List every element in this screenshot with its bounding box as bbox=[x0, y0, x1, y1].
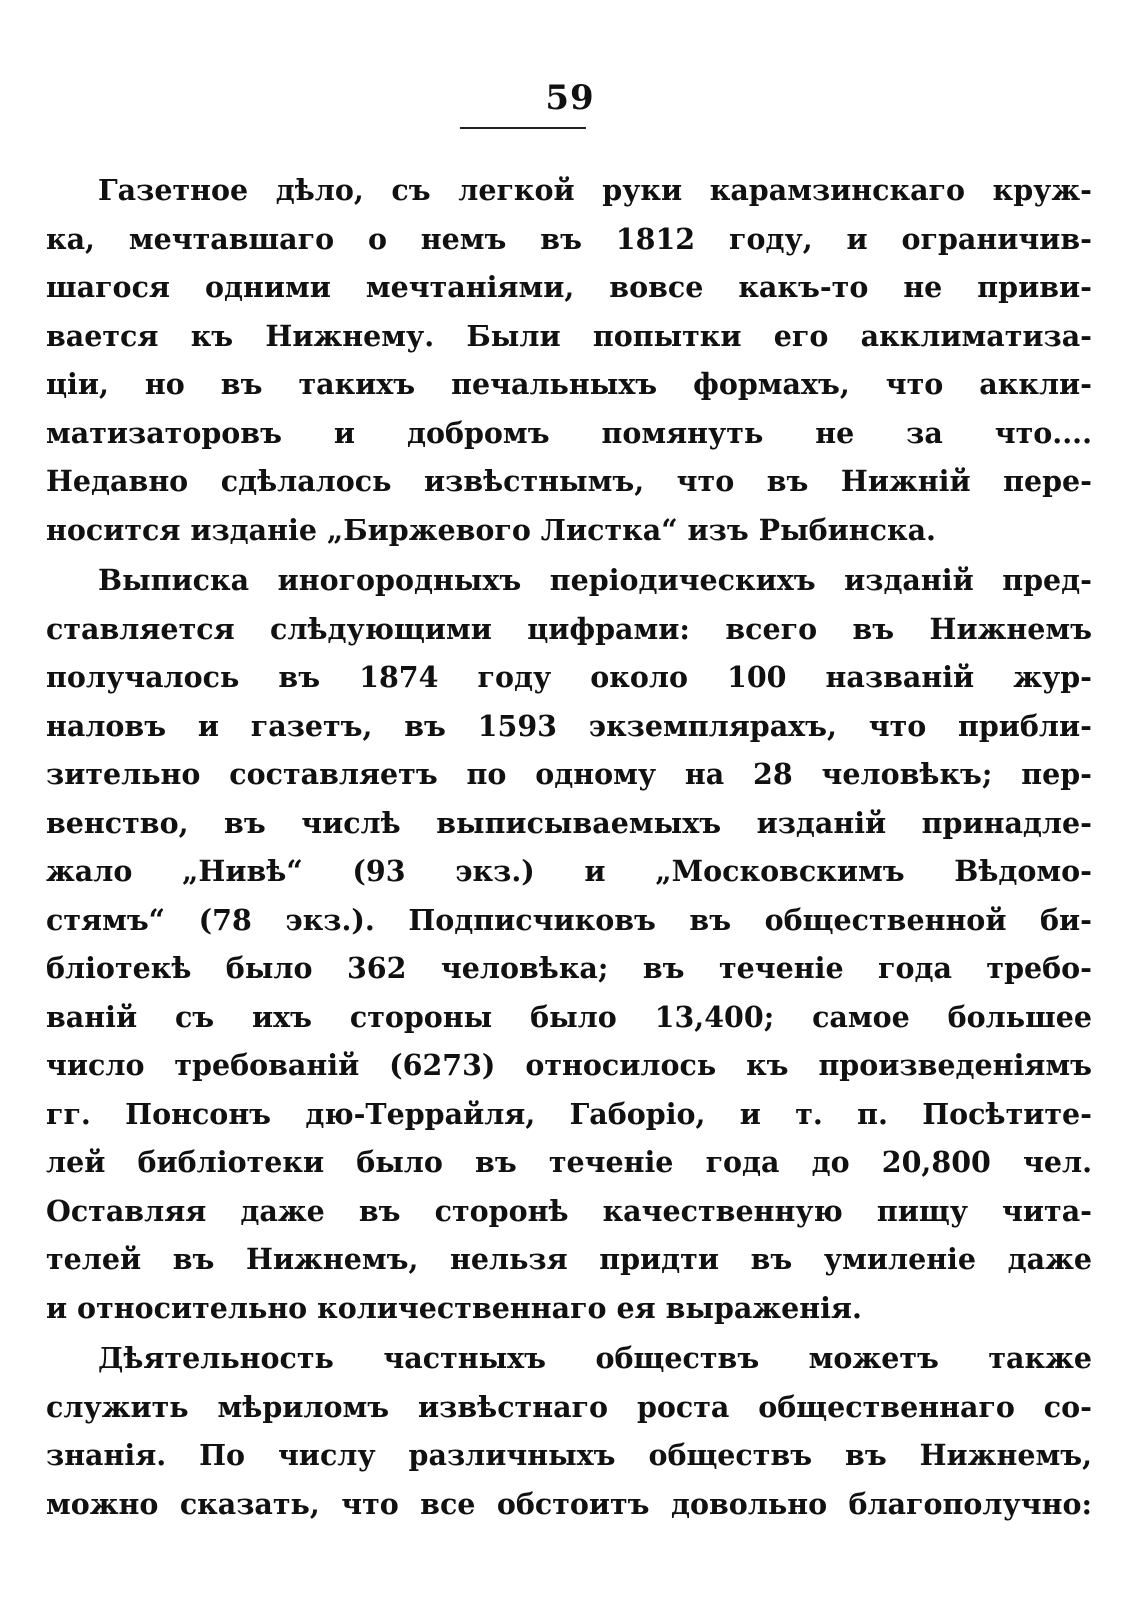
text-line: матизаторовъ и добромъ помянуть не за что.... bbox=[46, 415, 1092, 450]
text-line: зительно составляетъ по одному на 28 человѣкъ; пер- bbox=[46, 757, 1092, 791]
text-line: служить мѣриломъ извѣстнаго роста общественнаго со- bbox=[46, 1389, 1092, 1424]
text-line: получалось въ 1874 году около 100 названій жур- bbox=[46, 660, 1092, 694]
text-line: число требованій (6273) относилось къ произведеніямъ bbox=[46, 1048, 1092, 1082]
text-line: можно сказать, что все обстоитъ довольно благополучно: bbox=[46, 1486, 1092, 1521]
text-line: ціи, но въ такихъ печальныхъ формахъ, что аккли- bbox=[46, 367, 1092, 401]
body-text bbox=[46, 166, 1092, 1530]
text-line: ваній съ ихъ стороны было 13,400; самое большее bbox=[46, 999, 1092, 1034]
text-line: ставляется слѣдующими цифрами: всего въ Нижнемъ bbox=[46, 611, 1092, 646]
text-line: вается къ Нижнему. Были попытки его акклиматиза- bbox=[46, 318, 1092, 353]
text-line: жало „Нивѣ“ (93 экз.) и „Московскимъ Вѣдомо- bbox=[46, 854, 1092, 888]
paragraph-societies bbox=[46, 1334, 1092, 1528]
text-line: стямъ“ (78 экз.). Подписчиковъ въ общественной би- bbox=[46, 902, 1092, 937]
text-line: ка, мечтавшаго о немъ въ 1812 году, и ограничив- bbox=[46, 221, 1092, 256]
text-line: Оставляя даже въ сторонѣ качественную пищу чита- bbox=[46, 1193, 1092, 1228]
header-rule bbox=[460, 127, 586, 129]
paragraph-newspapers bbox=[46, 166, 1092, 554]
text-line: и относительно количественнаго ея выраженія. bbox=[46, 1290, 862, 1325]
text-line: Недавно сдѣлалось извѣстнымъ, что въ Нижній пере- bbox=[46, 464, 1092, 498]
text-line: лей библіотеки было въ теченіе года до 20,800 чел. bbox=[46, 1145, 1092, 1179]
text-line: гг. Понсонъ дю-Террайля, Габоріо, и т. п. Посѣтите- bbox=[46, 1096, 1092, 1131]
page-number: 59 bbox=[545, 78, 595, 118]
text-line: наловъ и газетъ, въ 1593 экземплярахъ, что прибли- bbox=[46, 708, 1092, 743]
text-line: Газетное дѣло, съ легкой руки карамзинскаго круж- bbox=[98, 173, 1092, 207]
text-line: шагося одними мечтаніями, вовсе какъ-то не приви- bbox=[46, 270, 1092, 304]
text-line: телей въ Нижнемъ, нельзя придти въ умиленіе даже bbox=[46, 1242, 1092, 1276]
paragraph-subscriptions bbox=[46, 556, 1092, 1332]
text-line: знанія. По числу различныхъ обществъ въ Нижнемъ, bbox=[46, 1438, 1092, 1472]
text-line: Выписка иногородныхъ періодическихъ изданій пред- bbox=[98, 563, 1092, 597]
text-line: венство, въ числѣ выписываемыхъ изданій принадле- bbox=[46, 805, 1092, 840]
text-line: носится изданіе „Биржевого Листка“ изъ Рыбинска. bbox=[46, 512, 936, 547]
text-line: Дѣятельность частныхъ обществъ можетъ также bbox=[98, 1341, 1092, 1375]
text-line: бліотекѣ было 362 человѣка; въ теченіе года требо- bbox=[46, 951, 1092, 985]
